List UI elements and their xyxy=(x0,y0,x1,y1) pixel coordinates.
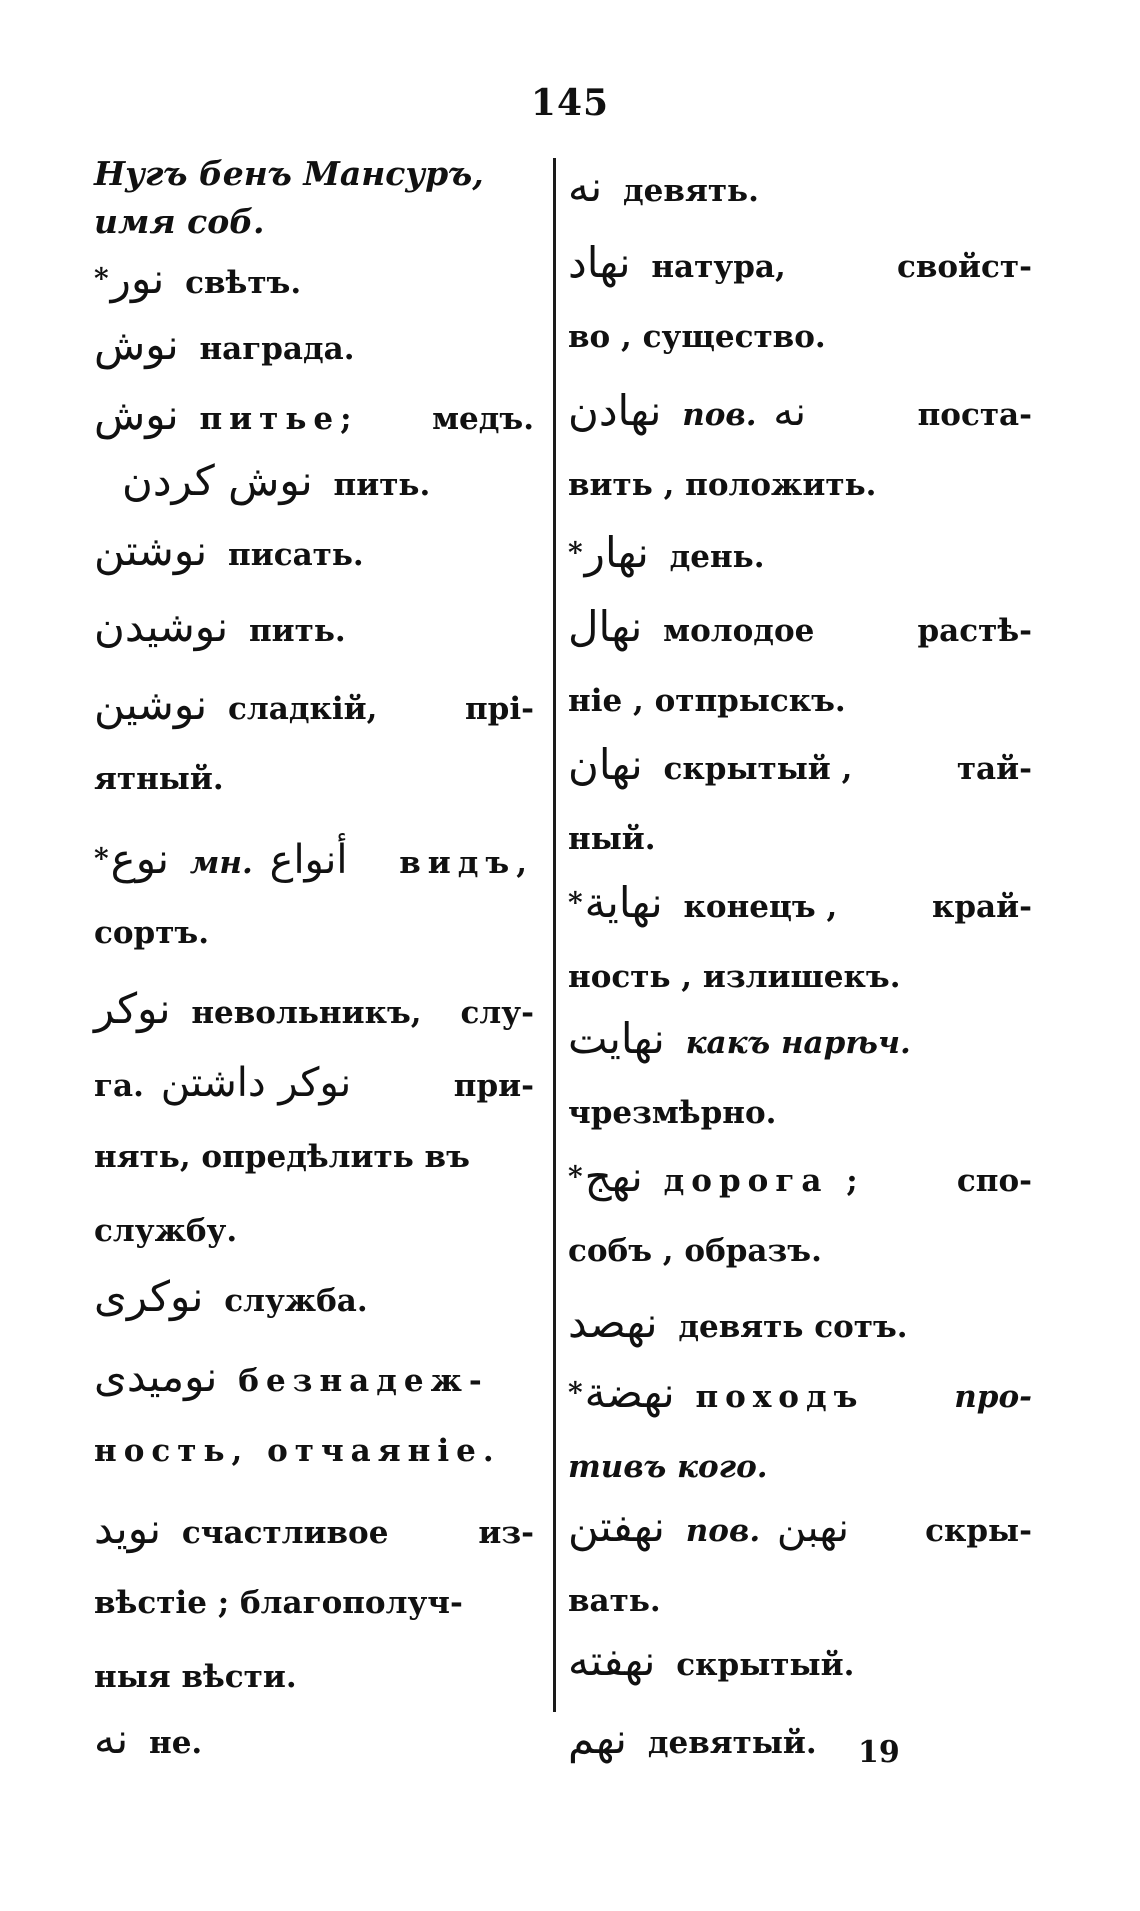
definition-part: дорога ; xyxy=(663,1163,865,1199)
entry-nehad xyxy=(568,226,1032,374)
page-number: 145 xyxy=(530,82,610,124)
entry-noh xyxy=(568,150,1032,224)
entry-header-name xyxy=(94,150,534,246)
definition-cont: тивъ кого. xyxy=(568,1449,768,1485)
column-divider xyxy=(553,158,556,1712)
definition: писать. xyxy=(228,537,364,573)
definition-cont: вѣстіе ; благополуч- xyxy=(94,1585,463,1621)
definition-part: прі- xyxy=(464,691,534,727)
definition: награда. xyxy=(199,331,355,367)
definition: девять. xyxy=(623,173,759,209)
definition-part: га. xyxy=(94,1068,144,1104)
entry-nushidan xyxy=(94,590,534,664)
arabic-headword: نوش xyxy=(94,320,179,369)
arabic-headword: نهان xyxy=(568,740,643,789)
entry-nahza xyxy=(568,1356,1032,1504)
entry-nehal xyxy=(568,590,1032,738)
definition: какъ нарѣч. xyxy=(685,1025,911,1061)
arabic-headword: نهضة xyxy=(584,1368,675,1417)
definition-cont: ніе , отпрыскъ. xyxy=(568,683,846,719)
star-mark: * xyxy=(568,536,583,569)
arabic-headword: نويد xyxy=(94,1504,162,1553)
arabic-root: نهبن xyxy=(776,1505,850,1551)
star-mark: * xyxy=(94,842,109,875)
abbreviation: мн. xyxy=(189,845,253,881)
abbreviation: пов. xyxy=(682,397,757,433)
definition-part: скрытый , xyxy=(663,751,853,787)
definition: пить. xyxy=(248,613,346,649)
definition-cont: службу. xyxy=(94,1213,238,1249)
definition-part: свойст- xyxy=(896,249,1032,285)
definition-part: невольникъ, xyxy=(191,995,422,1031)
definition-part: медъ. xyxy=(432,401,534,437)
entry-nush-kardan xyxy=(94,444,534,518)
entry-nahayat xyxy=(568,1002,1032,1150)
definition-part: конецъ , xyxy=(683,889,838,925)
signature-mark: 19 xyxy=(858,1735,900,1770)
definition-cont: вать. xyxy=(568,1583,661,1619)
definition-cont: ность, отчаяніе. xyxy=(94,1433,501,1469)
definition-cont: вить , положить. xyxy=(568,467,877,503)
definition-cont: чрезмѣрно. xyxy=(568,1095,777,1131)
entry-nehadan xyxy=(568,374,1032,522)
arabic-root: نه xyxy=(773,389,806,435)
arabic-headword: نهار xyxy=(584,528,649,577)
definition-cont: собъ , образъ. xyxy=(568,1233,822,1269)
header-line-1: Нугъ бенъ Мансуръ, xyxy=(94,154,484,193)
definition-part: при- xyxy=(453,1068,534,1104)
header-line-2: имя соб. xyxy=(94,202,265,241)
definition-part: питье; xyxy=(199,401,359,437)
entry-nahoftan xyxy=(568,1490,1032,1638)
entry-nushin xyxy=(94,668,534,816)
arabic-headword: نوشين xyxy=(94,680,208,729)
definition-part: слу- xyxy=(460,995,534,1031)
entry-nohom xyxy=(568,1702,1032,1776)
entry-navid xyxy=(94,1492,534,1714)
arabic-headword: نوع xyxy=(110,834,170,883)
arabic-headword: نوكرى xyxy=(94,1272,204,1321)
arabic-headword: نهال xyxy=(568,602,643,651)
definition-part: поста- xyxy=(917,397,1032,433)
entry-nomidi xyxy=(94,1340,534,1488)
definition-cont: ный. xyxy=(568,821,656,857)
arabic-plural: أنواع xyxy=(269,837,348,883)
definition-cont: сортъ. xyxy=(94,915,210,951)
abbreviation: пов. xyxy=(685,1513,761,1549)
entry-nahar xyxy=(568,516,1032,590)
definition-cont: во , существо. xyxy=(568,319,826,355)
arabic-headword: نهصد xyxy=(568,1298,658,1347)
star-mark: * xyxy=(568,886,583,919)
definition: не. xyxy=(149,1725,203,1761)
arabic-headword: نه xyxy=(94,1714,129,1763)
arabic-headword: نوش xyxy=(94,390,179,439)
arabic-headword: نهم xyxy=(568,1714,628,1763)
definition-part: видъ, xyxy=(399,845,534,881)
definition-cont: нять, опредѣлить въ xyxy=(94,1139,470,1175)
definition-part: походъ xyxy=(695,1379,865,1415)
definition: девятый. xyxy=(647,1725,817,1761)
arabic-headword: نهفتن xyxy=(568,1502,665,1551)
star-mark: * xyxy=(568,1376,583,1409)
definition: день. xyxy=(669,539,765,575)
entry-nush-award xyxy=(94,308,534,382)
definition: скрытый. xyxy=(676,1647,855,1683)
entry-nowkar xyxy=(94,972,534,1268)
entry-nush-drink xyxy=(94,378,534,452)
definition: пить. xyxy=(333,467,431,503)
definition-part: молодое xyxy=(663,613,815,649)
definition-part: счастливое xyxy=(181,1515,389,1551)
entry-nowkari xyxy=(94,1260,534,1334)
arabic-headword: نه xyxy=(568,162,603,211)
arabic-headword: نوشتن xyxy=(94,526,208,575)
definition-part: про- xyxy=(954,1379,1032,1415)
definition-part: скры- xyxy=(925,1513,1032,1549)
definition: безнадеж- xyxy=(238,1363,489,1399)
arabic-headword: نهج xyxy=(584,1152,643,1201)
entry-nihaya xyxy=(568,866,1032,1014)
definition-part: сладкій, xyxy=(228,691,378,727)
arabic-phrase: نوش كردن xyxy=(122,456,313,505)
entry-now xyxy=(94,822,534,970)
arabic-headword: نوكر xyxy=(94,984,171,1033)
arabic-headword: نوميدى xyxy=(94,1352,218,1401)
definition-part: растѣ- xyxy=(917,613,1032,649)
arabic-headword: نهايت xyxy=(568,1014,665,1063)
arabic-headword: نوشيدن xyxy=(94,602,229,651)
definition-part: натура, xyxy=(651,249,786,285)
definition-part: тай- xyxy=(956,751,1032,787)
entry-nahofte xyxy=(568,1624,1032,1698)
star-mark: * xyxy=(568,1160,583,1193)
definition-part: из- xyxy=(478,1515,534,1551)
definition-cont: ность , излишекъ. xyxy=(568,959,901,995)
definition-cont: ныя вѣсти. xyxy=(94,1659,297,1695)
arabic-headword: نهادن xyxy=(568,386,662,435)
arabic-headword: نور xyxy=(110,254,165,303)
entry-nohsad xyxy=(568,1286,1032,1360)
star-mark: * xyxy=(94,262,109,295)
definition-cont: ятный. xyxy=(94,761,224,797)
entry-nur xyxy=(94,242,534,316)
arabic-headword: نهفته xyxy=(568,1636,656,1685)
definition: свѣтъ. xyxy=(185,265,302,301)
entry-na xyxy=(94,1702,534,1776)
entry-nehan xyxy=(568,728,1032,876)
entry-nahj xyxy=(568,1140,1032,1288)
arabic-headword: نهاد xyxy=(568,238,631,287)
definition: девять сотъ. xyxy=(678,1309,908,1345)
entry-neveshtan xyxy=(94,514,534,588)
definition-part: спо- xyxy=(956,1163,1032,1199)
definition-part: край- xyxy=(931,889,1032,925)
arabic-headword: نهاية xyxy=(584,878,663,927)
definition: служба. xyxy=(224,1283,368,1319)
arabic-phrase: نوكر داشتن xyxy=(160,1060,352,1106)
